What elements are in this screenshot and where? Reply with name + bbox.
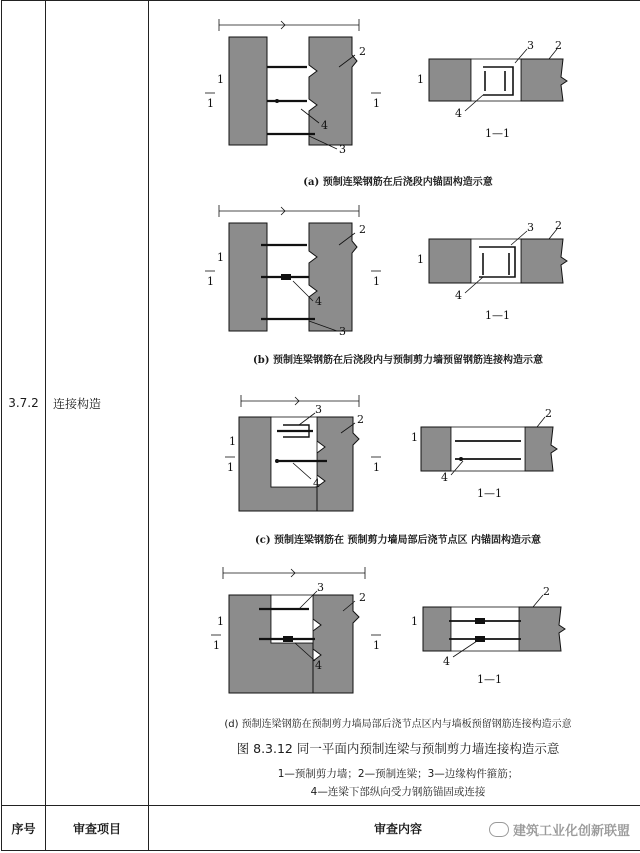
- label-1: 1: [229, 435, 236, 448]
- label-2: 2: [359, 45, 366, 58]
- diagram-a: [149, 7, 640, 167]
- legend: [149, 765, 640, 801]
- header-review-item: 审查项目: [46, 806, 149, 851]
- review-item: 连接构造: [46, 1, 149, 806]
- figure-cell: [149, 1, 640, 806]
- label-1-section: 1: [373, 639, 380, 652]
- caption-c: (c) 预制连梁钢筋在 预制剪力墙局部后浇节点区 内锚固构造示意: [255, 535, 541, 546]
- caption-a: (a) 预制连梁钢筋在后浇段内锚固构造示意: [303, 177, 493, 188]
- label-2: 2: [555, 39, 562, 52]
- watermark: [489, 820, 630, 839]
- label-2: 2: [555, 219, 562, 232]
- label-3: 3: [339, 143, 346, 156]
- label-1: 1: [411, 615, 418, 628]
- label-1-section: 1: [207, 275, 214, 288]
- label-4: 4: [321, 119, 328, 132]
- legend-line-2: 4—连梁下部纵向受力钢筋锚固或连接: [310, 786, 486, 798]
- diagram-b: [149, 197, 640, 347]
- review-table: [1, 0, 640, 851]
- label-1-section: 1: [373, 275, 380, 288]
- diagram-c: [149, 387, 640, 527]
- label-3: 3: [339, 325, 346, 338]
- label-4: 4: [441, 471, 448, 484]
- label-4: 4: [455, 107, 462, 120]
- row-number: 3.7.2: [2, 1, 46, 806]
- section-label: 1—1: [477, 487, 502, 500]
- header-number: 序号: [2, 806, 46, 851]
- label-2: 2: [357, 413, 364, 426]
- label-4: 4: [313, 477, 320, 490]
- label-3: 3: [527, 221, 534, 234]
- label-1: 1: [411, 431, 418, 444]
- label-1-section: 1: [227, 461, 234, 474]
- label-2: 2: [545, 407, 552, 420]
- label-1: 1: [417, 253, 424, 266]
- diagram-d: [149, 561, 640, 711]
- watermark-text: 建筑工业化创新联盟: [512, 824, 630, 839]
- label-1: 1: [417, 73, 424, 86]
- caption-d: (d) 预制连梁钢筋在预制剪力墙局部后浇节点区内与墙板预留钢筋连接构造示意: [224, 719, 572, 730]
- label-1-section: 1: [207, 97, 214, 110]
- legend-line-1: 1—预制剪力墙；2—预制连梁；3—边缘构件箍筋；: [277, 768, 519, 780]
- label-1-section: 1: [373, 97, 380, 110]
- label-2: 2: [543, 585, 550, 598]
- table-row: [2, 1, 640, 806]
- label-3: 3: [315, 403, 322, 416]
- label-1: 1: [217, 73, 224, 86]
- label-4: 4: [455, 289, 462, 302]
- section-label: 1—1: [485, 127, 510, 140]
- wechat-icon: [489, 822, 509, 837]
- section-label: 1—1: [485, 309, 510, 322]
- header-review-content: 审查内容: [149, 806, 640, 851]
- label-4: 4: [315, 659, 322, 672]
- label-1-section: 1: [373, 461, 380, 474]
- label-2: 2: [359, 591, 366, 604]
- label-1: 1: [217, 615, 224, 628]
- label-4: 4: [443, 655, 450, 668]
- label-1: 1: [217, 251, 224, 264]
- label-2: 2: [359, 223, 366, 236]
- label-1-section: 1: [213, 639, 220, 652]
- caption-b: (b) 预制连梁钢筋在后浇段内与预制剪力墙预留钢筋连接构造示意: [253, 355, 543, 366]
- figure-title: 图 8.3.12 同一平面内预制连梁与预制剪力墙连接构造示意: [236, 741, 560, 756]
- label-3: 3: [527, 39, 534, 52]
- section-label: 1—1: [477, 673, 502, 686]
- label-4: 4: [315, 295, 322, 308]
- label-3: 3: [317, 581, 324, 594]
